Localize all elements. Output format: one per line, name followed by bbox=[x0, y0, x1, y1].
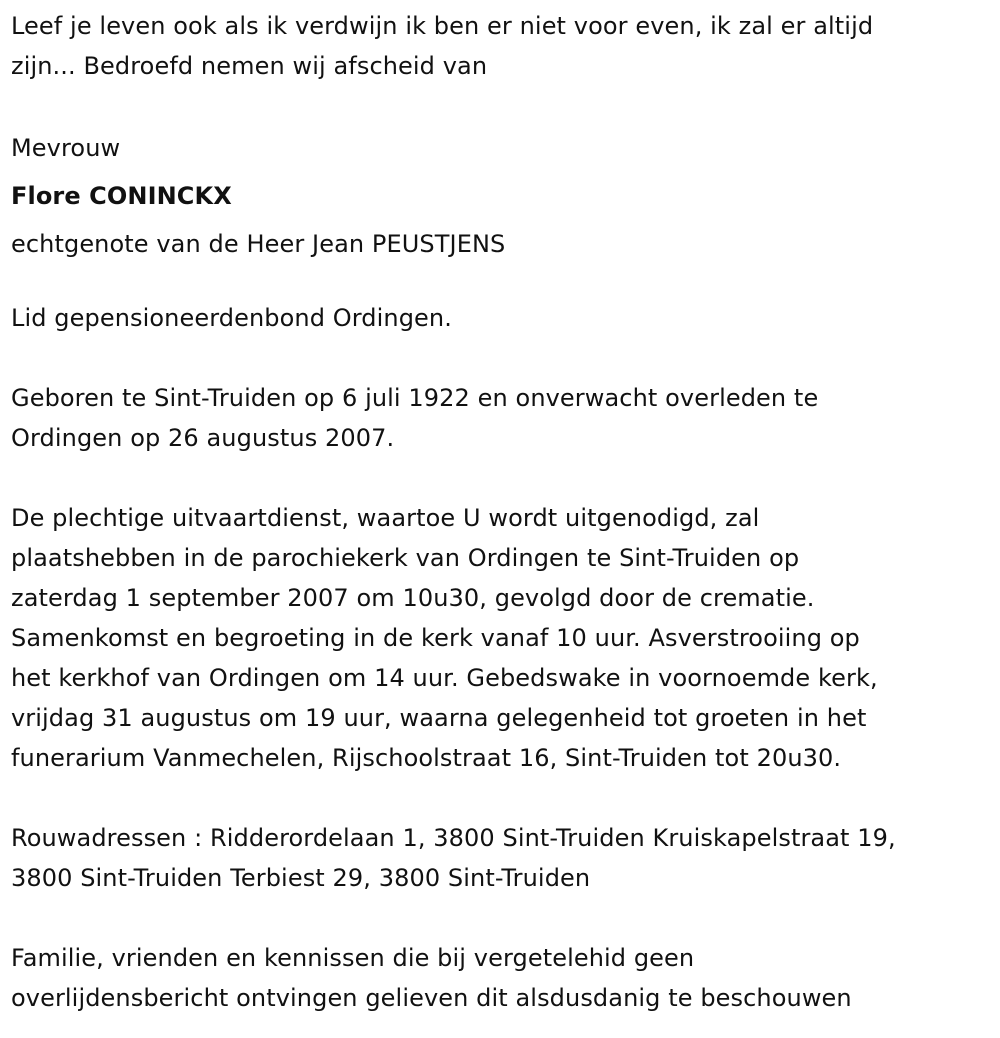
spacer bbox=[11, 338, 986, 378]
service-line-3: zaterdag 1 september 2007 om 10u30, gevolgd door de crematie. bbox=[11, 584, 815, 612]
closing-paragraph bbox=[11, 938, 986, 1018]
service-line-2: plaatshebben in de parochiekerk van Ordingen te Sint-Truiden op bbox=[11, 544, 800, 572]
addresses-paragraph bbox=[11, 818, 986, 898]
spacer bbox=[11, 778, 986, 818]
service-line-7: funerarium Vanmechelen, Rijschoolstraat 16, Sint-Truiden tot 20u30. bbox=[11, 744, 842, 772]
spacer bbox=[11, 86, 986, 126]
service-line-1: De plechtige uitvaartdienst, waartoe U wordt uitgenodigd, zal bbox=[11, 504, 760, 532]
service-line-4: Samenkomst en begroeting in de kerk vanaf 10 uur. Asverstrooiing op bbox=[11, 624, 860, 652]
intro-paragraph bbox=[11, 6, 986, 86]
birth-death-line-2: Ordingen op 26 augustus 2007. bbox=[11, 424, 395, 452]
deceased-name: Flore CONINCKX bbox=[11, 182, 232, 210]
closing-line-2: overlijdensbericht ontvingen gelieven dit alsdusdanig te beschouwen bbox=[11, 984, 852, 1012]
service-line-5: het kerkhof van Ordingen om 14 uur. Gebedswake in voornoemde kerk, bbox=[11, 664, 878, 692]
intro-line-1: Leef je leven ook als ik verdwijn ik ben er niet voor even, ik zal er altijd bbox=[11, 12, 874, 40]
deceased-block bbox=[11, 124, 986, 268]
intro-line-2: zijn... Bedroefd nemen wij afscheid van bbox=[11, 52, 488, 80]
obituary-notice bbox=[11, 6, 986, 1018]
membership-line-1: Lid gepensioneerdenbond Ordingen. bbox=[11, 304, 452, 332]
addresses-line-1: Rouwadressen : Ridderordelaan 1, 3800 Sint-Truiden Kruiskapelstraat 19, bbox=[11, 824, 896, 852]
spouse-line: echtgenote van de Heer Jean PEUSTJENS bbox=[11, 230, 506, 258]
spacer bbox=[11, 898, 986, 938]
addresses-line-2: 3800 Sint-Truiden Terbiest 29, 3800 Sint-Truiden bbox=[11, 864, 591, 892]
closing-line-1: Familie, vrienden en kennissen die bij vergetelehid geen bbox=[11, 944, 695, 972]
spacer bbox=[11, 458, 986, 498]
membership-paragraph bbox=[11, 298, 986, 338]
spacer bbox=[11, 268, 986, 298]
service-paragraph bbox=[11, 498, 986, 778]
salutation: Mevrouw bbox=[11, 134, 121, 162]
birth-death-line-1: Geboren te Sint-Truiden op 6 juli 1922 en onverwacht overleden te bbox=[11, 384, 819, 412]
service-line-6: vrijdag 31 augustus om 19 uur, waarna gelegenheid tot groeten in het bbox=[11, 704, 867, 732]
birth-death-paragraph bbox=[11, 378, 986, 458]
